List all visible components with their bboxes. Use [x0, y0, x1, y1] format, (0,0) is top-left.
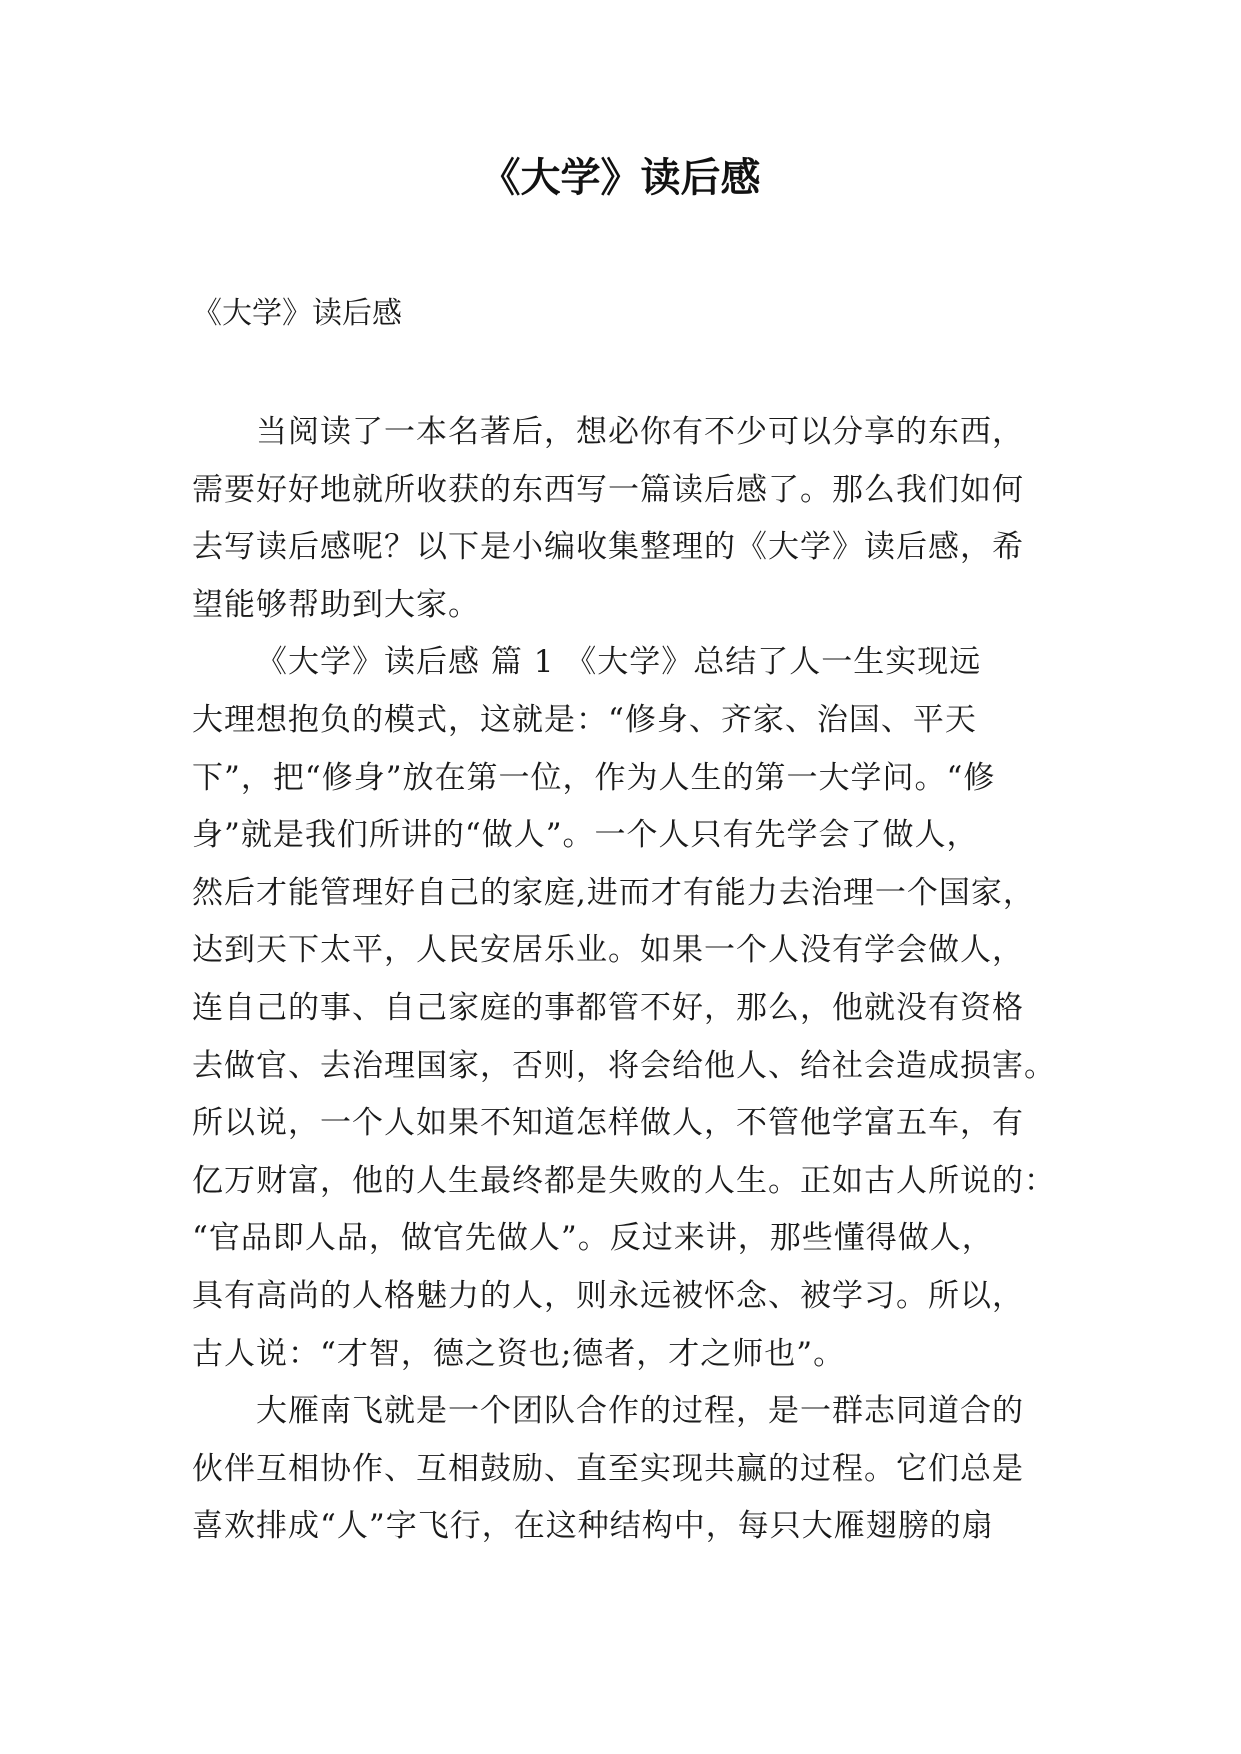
body-line: 然后才能管理好自己的家庭,进而才有能力去治理一个国家，: [192, 874, 1035, 911]
body-line: 身”就是我们所讲的“做人”。一个人只有先学会了做人，: [192, 817, 979, 854]
body-line: 去做官、去治理国家，否则，将会给他人、给社会造成损害。: [192, 1047, 1056, 1084]
body-line: “官品即人品，做官先做人”。反过来讲，那些懂得做人，: [192, 1220, 994, 1257]
body-line: 所以说，一个人如果不知道怎样做人，不管他学富五车，有: [192, 1105, 1024, 1142]
body-line: 亿万财富，他的人生最终都是失败的人生。正如古人所说的：: [192, 1162, 1056, 1199]
body-line: 伙伴互相协作、互相鼓励、直至实现共赢的过程。它们总是: [192, 1450, 1024, 1487]
body-line: 需要好好地就所收获的东西写一篇读后感了。那么我们如何: [192, 471, 1024, 508]
body-line: 古人说：“才智，德之资也;德者，才之师也”。: [192, 1335, 846, 1372]
document-body: [192, 404, 1058, 1556]
body-line: 大理想抱负的模式，这就是：“修身、齐家、治国、平天: [192, 701, 977, 738]
body-line: 下”，把“修身”放在第一位，作为人生的第一大学问。“修: [192, 759, 996, 796]
body-line: 达到天下太平，人民安居乐业。如果一个人没有学会做人，: [192, 932, 1024, 969]
body-line: 喜欢排成“人”字飞行，在这种结构中，每只大雁翅膀的扇: [192, 1508, 994, 1545]
body-line: 连自己的事、自己家庭的事都管不好，那么，他就没有资格: [192, 989, 1024, 1026]
body-line: 望能够帮助到大家。: [192, 586, 480, 623]
body-line: 去写读后感呢？以下是小编收集整理的《大学》读后感，希: [192, 529, 1024, 566]
body-line: 《大学》读后感 篇 1 《大学》总结了人一生实现远: [256, 644, 982, 681]
body-line: 具有高尚的人格魅力的人，则永远被怀念、被学习。所以，: [192, 1277, 1024, 1314]
document-subtitle: 《大学》读后感: [192, 296, 402, 331]
body-line: 当阅读了一本名著后，想必你有不少可以分享的东西，: [256, 414, 1024, 450]
document-title: 《大学》读后感: [480, 155, 761, 201]
body-line: 大雁南飞就是一个团队合作的过程，是一群志同道合的: [256, 1393, 1024, 1430]
